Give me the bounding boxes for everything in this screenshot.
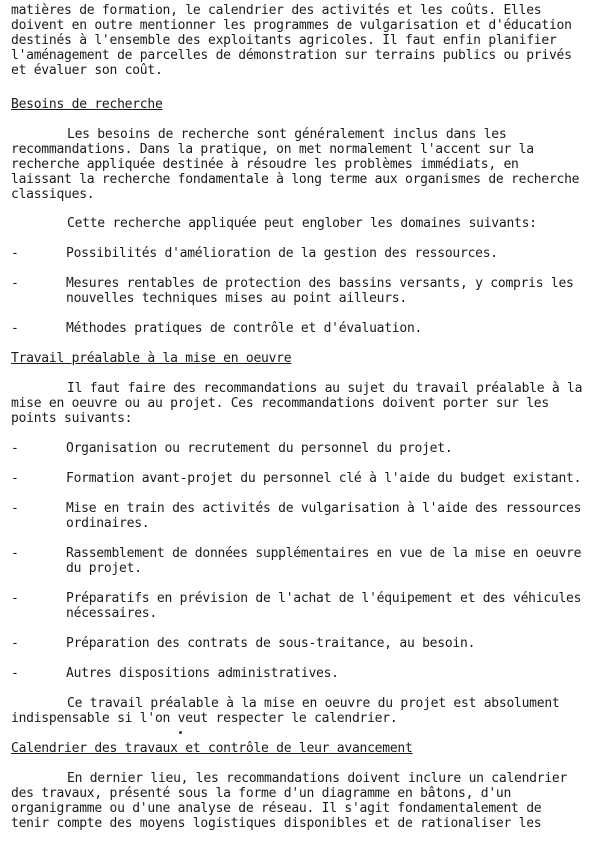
bullet-dash: - [11,666,19,681]
list-item-text: Organisation ou recrutement du personnel du projet. [66,441,453,456]
recherche-intro-line: Cette recherche appliquée peut englober les domaines suivants: [67,216,537,231]
heading-calendrier: Calendrier des travaux et contrôle de leur avancement [11,741,413,756]
list-item-text: Mise en train des activités de vulgarisation à l'aide des ressources ordinaires. [66,501,582,531]
calendrier-paragraph: En dernier lieu, les recommandations doivent inclure un calendrier des travaux, présenté sous la forme d'un diagramme en bâtons, d'un organigramme ou d'une analyse de réseau. Il s'agit fondamentalement de tenir compte des moyens logistiques disponibles et de rationaliser les [11,771,568,831]
bullet-dash: - [11,441,19,456]
heading-besoins-recherche: Besoins de recherche [11,97,163,112]
bullet-dash: - [11,471,19,486]
list-item-text: Méthodes pratiques de contrôle et d'évaluation. [66,321,423,336]
bullet-dash: - [11,591,19,606]
list-item-text: Possibilités d'amélioration de la gestion des ressources. [66,246,498,261]
list-item-text: Préparation des contrats de sous-traitance, au besoin. [66,636,476,651]
recherche-paragraph: Les besoins de recherche sont généralement inclus dans les recommandations. Dans la pratique, on met normalement l'accent sur la recherche appliquée destinée à résoudre les problèmes immédiats, en laissant la recherche fondamentale à long terme aux organismes de recherche classiques. [11,127,580,202]
list-item-text: Autres dispositions administratives. [66,666,339,681]
bullet-dash: - [11,546,19,561]
list-item-text: Rassemblement de données supplémentaires en vue de la mise en oeuvre du projet. [66,546,582,576]
list-item-text: Préparatifs en prévision de l'achat de l'équipement et des véhicules nécessaires. [66,591,582,621]
bullet-dash: - [11,321,19,336]
list-item-text: Mesures rentables de protection des bassins versants, y compris les nouvelles techniques mises au point ailleurs. [66,276,574,306]
bullet-dash: - [11,276,19,291]
bullet-dash: - [11,501,19,516]
scan-speck [179,731,182,734]
bullet-dash: - [11,246,19,261]
heading-travail-prealable: Travail préalable à la mise en oeuvre [11,351,292,366]
intro-paragraph: matières de formation, le calendrier des activités et les coûts. Elles doivent en outre mentionner les programmes de vulgarisation et d'éducation destinés à l'ensemble des exploitants agricoles. Il faut enfin planifier l'aménagement de parcelles de démonstration sur terrains publics ou privés et évaluer son coût. [11,3,572,78]
bullet-dash: - [11,636,19,651]
travail-paragraph: Il faut faire des recommandations au sujet du travail préalable à la mise en oeuvre ou au projet. Ces recommandations doivent porter sur les points suivants: [11,381,583,426]
list-item-text: Formation avant-projet du personnel clé à l'aide du budget existant. [66,471,582,486]
travail-closing-paragraph: Ce travail préalable à la mise en oeuvre du projet est absolument indispensable si l'on veut respecter le calendrier. [11,696,560,726]
